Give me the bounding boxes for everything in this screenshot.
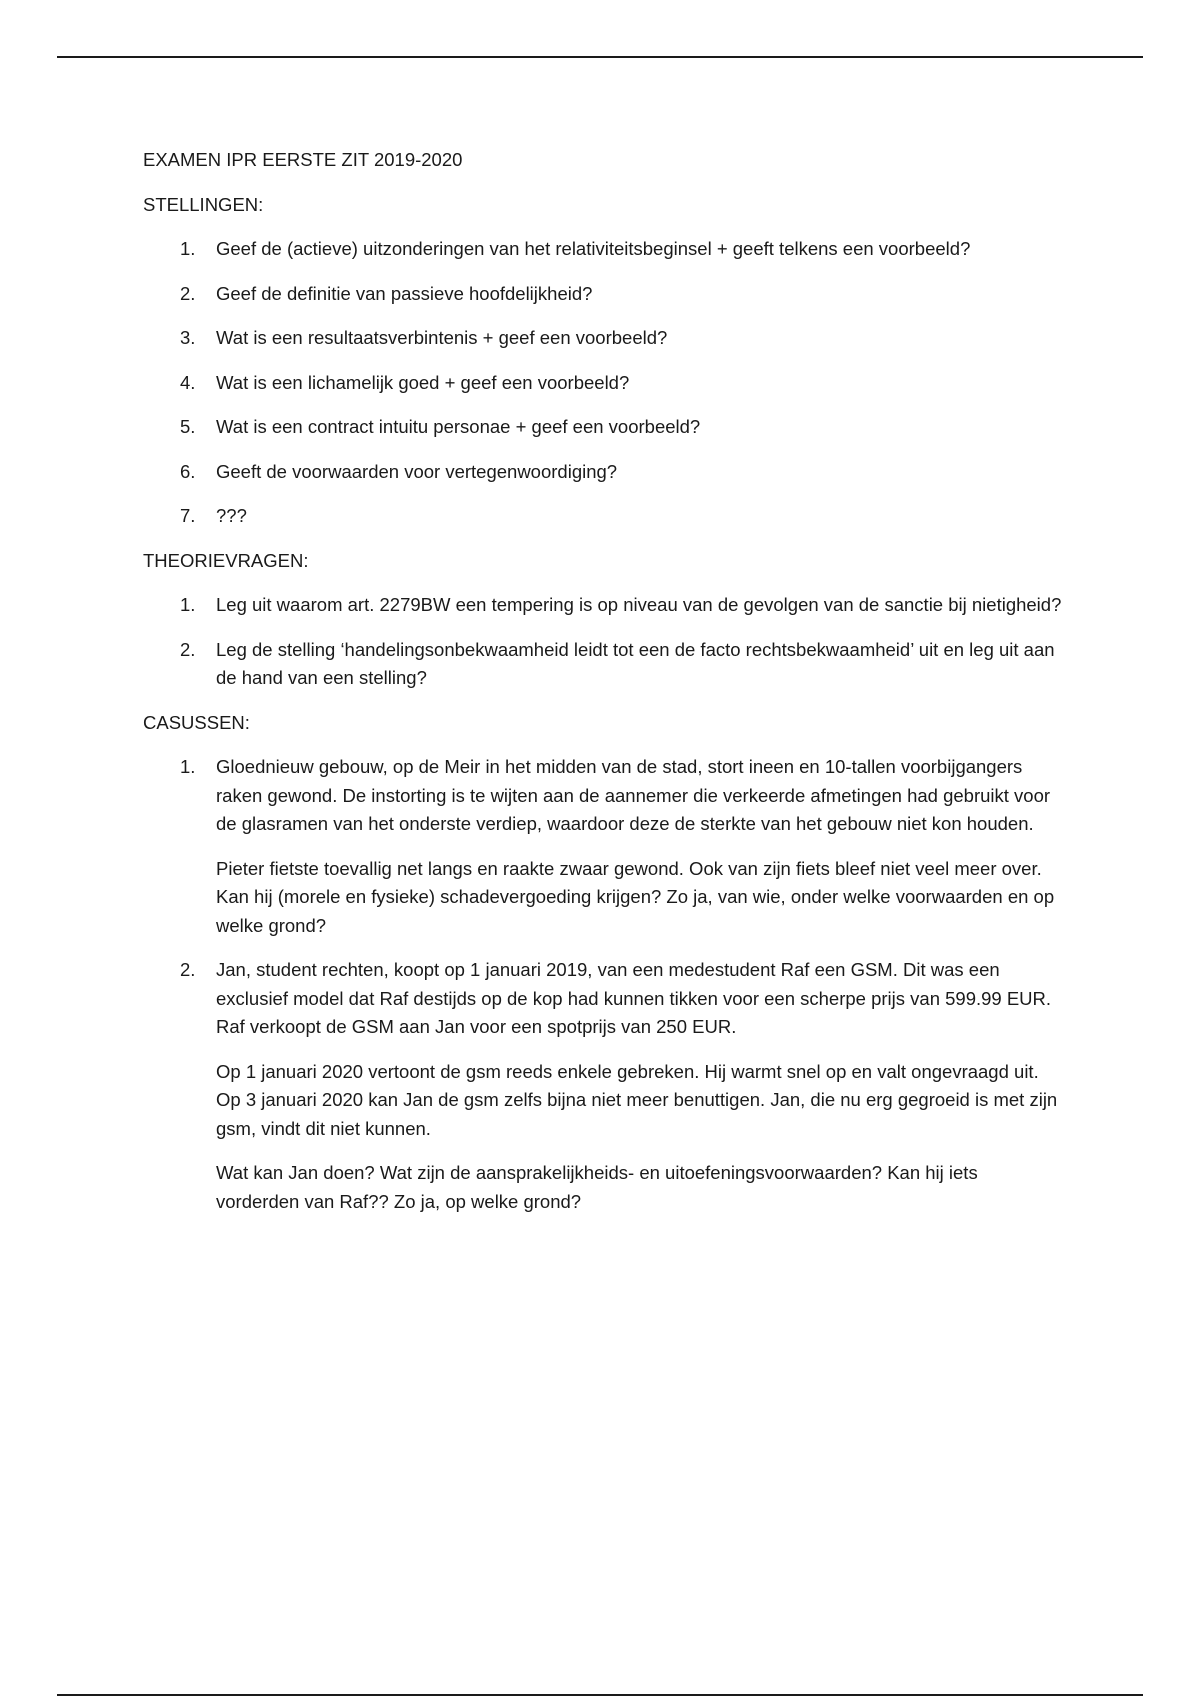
item-number: 2.	[180, 282, 196, 304]
list-item	[143, 413, 1063, 442]
item-text: Wat is een resultaatsverbintenis + geef een voorbeeld?	[216, 327, 668, 348]
list-item	[143, 636, 1063, 693]
footer-rule	[57, 1694, 1143, 1696]
list-item	[143, 235, 1063, 264]
item-text: Geef de definitie van passieve hoofdelijkheid?	[216, 282, 593, 304]
case-paragraph: Op 1 januari 2020 vertoont de gsm reeds enkele gebreken. Hij warmt snel op en valt ongevraagd uit. Op 3 januari 2020 kan Jan de gsm zelfs bijna niet meer benuttigen. Jan, die nu erg gegroeid is met zijn gsm, vindt dit niet kunnen.	[216, 1060, 1058, 1139]
item-number: 6.	[180, 460, 196, 482]
case-paragraph: Jan, student rechten, koopt op 1 januari 2019, van een medestudent Raf een GSM. Dit was een exclusief model dat Raf destijds op de kop had kunnen tikken voor een scherpe prijs van 599.99 EUR. Raf verkoopt de GSM aan Jan voor een spotprijs van 250 EUR.	[216, 959, 1052, 1037]
theorievragen-list	[143, 591, 1063, 693]
stellingen-list	[143, 235, 1063, 531]
item-number: 3.	[180, 327, 196, 348]
item-text: Wat is een contract intuitu personae + geef een voorbeeld?	[216, 416, 701, 437]
list-item	[143, 753, 1063, 940]
item-number: 1.	[180, 594, 196, 615]
document-body	[143, 146, 1063, 1232]
header-rule	[57, 56, 1143, 58]
item-text: Geeft de voorwaarden voor vertegenwoordiging?	[216, 460, 618, 482]
list-item	[143, 324, 1063, 353]
item-text: Leg uit waarom art. 2279BW een tempering is op niveau van de gevolgen van de sanctie bij nietigheid?	[216, 594, 1062, 615]
item-text: Leg de stelling ‘handelingsonbekwaamheid leidt tot een de facto rechtsbekwaamheid’ uit en leg uit aan de hand van een stelling?	[216, 638, 1055, 688]
list-item	[143, 502, 1063, 531]
case-paragraph: Wat kan Jan doen? Wat zijn de aansprakelijkheids- en uitoefeningsvoorwaarden? Kan hij iets vorderden van Raf?? Zo ja, op welke grond?	[216, 1162, 978, 1212]
item-text: Geef de (actieve) uitzonderingen van het relativiteitsbeginsel + geeft telkens een voorbeeld?	[216, 238, 971, 259]
item-number: 2.	[180, 959, 196, 980]
list-item	[143, 369, 1063, 398]
item-number: 1.	[180, 238, 196, 259]
item-text: ???	[216, 505, 247, 526]
item-number: 1.	[180, 756, 196, 777]
section-heading-theorievragen: THEORIEVRAGEN:	[143, 549, 309, 571]
document-title: EXAMEN IPR EERSTE ZIT 2019-2020	[143, 149, 463, 170]
list-item	[143, 280, 1063, 309]
item-number: 2.	[180, 638, 196, 660]
item-number: 4.	[180, 371, 196, 393]
case-paragraph: Pieter fietste toevallig net langs en raakte zwaar gewond. Ook van zijn fiets bleef niet veel meer over. Kan hij (morele en fysieke) schadevergoeding krijgen? Zo ja, van wie, onder welke voorwaarden en op welke grond?	[216, 857, 1055, 936]
section-heading-stellingen: STELLINGEN:	[143, 193, 264, 215]
section-heading-casussen: CASUSSEN:	[143, 711, 250, 733]
item-text: Wat is een lichamelijk goed + geef een voorbeeld?	[216, 371, 630, 393]
list-item	[143, 956, 1063, 1216]
item-number: 7.	[180, 505, 196, 526]
list-item	[143, 458, 1063, 487]
casussen-list	[143, 753, 1063, 1216]
item-number: 5.	[180, 416, 196, 437]
case-paragraph: Gloednieuw gebouw, op de Meir in het midden van de stad, stort ineen en 10-tallen voorbijgangers raken gewond. De instorting is te wijten aan de aannemer die verkeerde afmetingen had gebruikt voor de glasramen van het onderste verdiep, waardoor deze de sterkte van het gebouw niet kon houden.	[216, 756, 1051, 834]
list-item	[143, 591, 1063, 620]
